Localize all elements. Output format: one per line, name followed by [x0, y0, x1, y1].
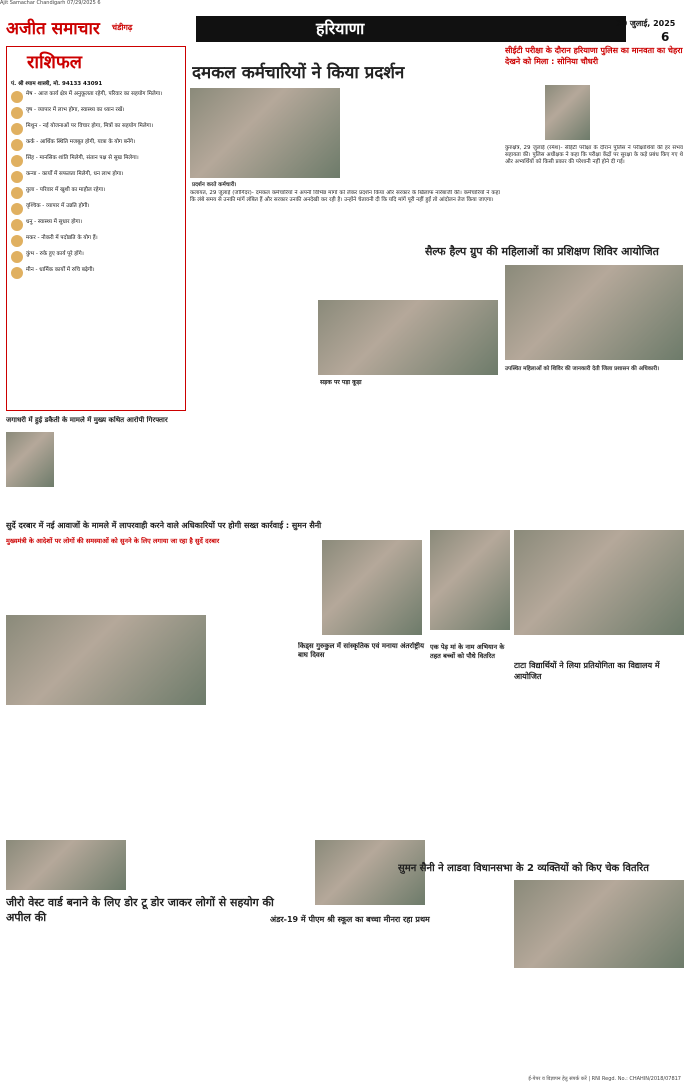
zodiac-icon [11, 123, 23, 135]
zodiac-icon [11, 187, 23, 199]
top-strip: Ajit Samachar Chandigarh 07/29/2025 6 [0, 0, 101, 6]
date-label: 30 जुलाई, 2025 [616, 19, 676, 28]
zodiac-icon [11, 171, 23, 183]
footer-note: ई-पेपर व विज्ञापन हेतु संपर्क करें | RNI Regd. No.: CHAHIN/2018/07817 [528, 1076, 681, 1082]
rashifal-item [7, 89, 185, 105]
rashifal-item [7, 169, 185, 185]
headline-zero-waste: जीरो वेस्ट वार्ड बनाने के लिए डोर टू डोर जाकर लोगों से सहयोग की अपील की [6, 896, 274, 924]
rashifal-text: कुंभ - रुके हुए कार्य पूरे होंगे। [26, 251, 84, 257]
body-cet-police: कुरुक्षेत्र, 29 जुलाई (रमेश)- सीईटी परीक्षा के दौरान पुलिस ने परीक्षार्थियों की हर संभव सहायता की। पुलिस अधीक्षक ने कहा कि परीक्षा केंद्रों पर सुरक्षा के कड़े प्रबंध किए गए थे और अभ्यर्थियों को किसी प्रकार की परेशानी नहीं होने दी गई। [505, 145, 683, 166]
caption-protest: प्रदर्शन करते कर्मचारी। [192, 182, 237, 188]
rashifal-text: कन्या - कार्यों में सफलता मिलेगी, धन लाभ होगा। [26, 171, 124, 177]
rashifal-text: कर्क - आर्थिक स्थिति मजबूत होगी, यात्रा के योग बनेंगे। [26, 139, 136, 145]
city-label: चंडीगढ़ [112, 23, 133, 32]
rashifal-text: धनु - स्वास्थ्य में सुधार होगा। [26, 219, 83, 225]
rashifal-item [7, 185, 185, 201]
zodiac-icon [11, 251, 23, 263]
zodiac-icon [11, 91, 23, 103]
rashifal-item [7, 153, 185, 169]
headline-under19: अंडर-19 में पीएम श्री स्कूल का बच्चा मीनरा रहा प्रथम [270, 915, 430, 924]
headline-tiger-day: किड्स गुरुकुल में सांस्कृतिक एवं मनाया अंतर्राष्ट्रीय बाघ दिवस [298, 642, 425, 658]
rashifal-item [7, 217, 185, 233]
rashifal-text: वृश्चिक - व्यापार में उन्नति होगी। [26, 203, 90, 209]
photo-students [514, 530, 684, 635]
headline-cheques: सुमन सैनी ने लाडवा विधानसभा के 2 व्यक्तियों को किए चेक वितरित [398, 863, 649, 874]
photo-protest [190, 88, 340, 178]
rashifal-item [7, 105, 185, 121]
zodiac-icon [11, 203, 23, 215]
caption-shg: उपस्थित महिलाओं को शिविर की जानकारी देती जिला प्रशासन की अधिकारी। [505, 366, 660, 372]
rashifal-text: मकर - नौकरी में पदोन्नति के योग हैं। [26, 235, 98, 241]
rashifal-text: तुला - परिवार में खुशी का माहौल रहेगा। [26, 187, 106, 193]
subhead-darbar: मुख्यमंत्री के आदेशों पर लोगों की समस्याओं को सुनने के लिए लगाया जा रहा है सुर्दे दरबार [6, 537, 220, 545]
rashifal-item [7, 233, 185, 249]
zodiac-icon [11, 219, 23, 231]
zodiac-icon [11, 267, 23, 279]
photo-garbage [318, 300, 498, 375]
zodiac-icon [11, 139, 23, 151]
headline-tata-competition: टाटा विद्यार्थियों ने लिया प्रतियोगिता का विद्यालय में आयोजित [514, 661, 660, 680]
zodiac-icon [11, 107, 23, 119]
rashifal-text: मिथुन - नई योजनाओं पर विचार होगा, मित्रों का सहयोग मिलेगा। [26, 123, 154, 129]
rashifal-item [7, 249, 185, 265]
headline-darbar: सुर्दे दरबार में नई आवाजों के मामले में लापरवाही करने वाले अधिकारियों पर होगी सख्त कार्रवाई : सुमन सैनी [6, 521, 322, 530]
photo-accused [6, 432, 54, 487]
photo-sonia [545, 85, 590, 140]
rashifal-text: मेष - आज कार्य क्षेत्र में अनुकूलता रहेगी, परिवार का सहयोग मिलेगा। [26, 91, 163, 97]
rashifal-intro: पं. श्री श्याम शास्त्री, मो. 94133 43091 [11, 81, 103, 87]
rashifal-item [7, 121, 185, 137]
brand-logo: अजीत समाचार [6, 16, 116, 40]
section-title: हरियाणा [196, 16, 626, 42]
photo-cheques [514, 880, 684, 968]
headline-tree-plant: एक पेड़ मां के नाम अभियान के तहत बच्चों को पौधे वितरित [430, 643, 505, 660]
rashifal-list [7, 89, 185, 281]
zodiac-icon [11, 235, 23, 247]
rashifal-title: राशिफल [7, 47, 185, 77]
headline-robbery-arrest: जगाधरी में हुई डकैती के मामले में मुख्य कथित आरोपी गिरफ्तार [6, 416, 168, 424]
headline-shg-training: सैल्फ हैल्प ग्रुप की महिलाओं का प्रशिक्षण शिविर आयोजित [425, 245, 659, 258]
headline-fire-protest: दमकल कर्मचारियों ने किया प्रदर्शन [192, 63, 405, 83]
body-fire-protest: कलायत, 29 जुलाई (जोगिंदर)- दमकल कर्मचारियों ने अपनी विभिन्न मांगों को लेकर प्रदर्शन किया और सरकार के खिलाफ नारेबाजी की। कर्मचारियों ने कहा कि लंबे समय से उनकी मांगें लंबित हैं और सरकार उनकी अनदेखी कर रही है। उन्होंने चेतावनी दी कि यदि मांगें पूरी नहीं हुईं तो आंदोलन तेज किया जाएगा। [190, 190, 500, 204]
rashifal-text: मीन - धार्मिक कार्यों में रुचि बढ़ेगी। [26, 267, 95, 273]
photo-ward [6, 840, 126, 890]
rashifal-item [7, 201, 185, 217]
rashifal-text: सिंह - मानसिक शांति मिलेगी, संतान पक्ष से सुख मिलेगा। [26, 155, 139, 161]
masthead [6, 16, 681, 42]
photo-plants [430, 530, 510, 630]
rashifal-text: वृष - व्यापार में लाभ होगा, स्वास्थ्य का ध्यान रखें। [26, 107, 125, 113]
headline-garbage: सड़क पर पड़ा कूड़ा [320, 379, 362, 386]
headline-cet-police: सीईटी परीक्षा के दौरान हरियाणा पुलिस का मानवता का चेहरा देखने को मिला : सोनिया चौधरी [505, 46, 683, 66]
photo-shg [505, 265, 683, 360]
photo-kids [322, 540, 422, 635]
rashifal-box [6, 46, 186, 411]
rashifal-item [7, 265, 185, 281]
rashifal-item [7, 137, 185, 153]
photo-darbar [6, 615, 206, 705]
zodiac-icon [11, 155, 23, 167]
page-number: 6 [661, 30, 670, 44]
